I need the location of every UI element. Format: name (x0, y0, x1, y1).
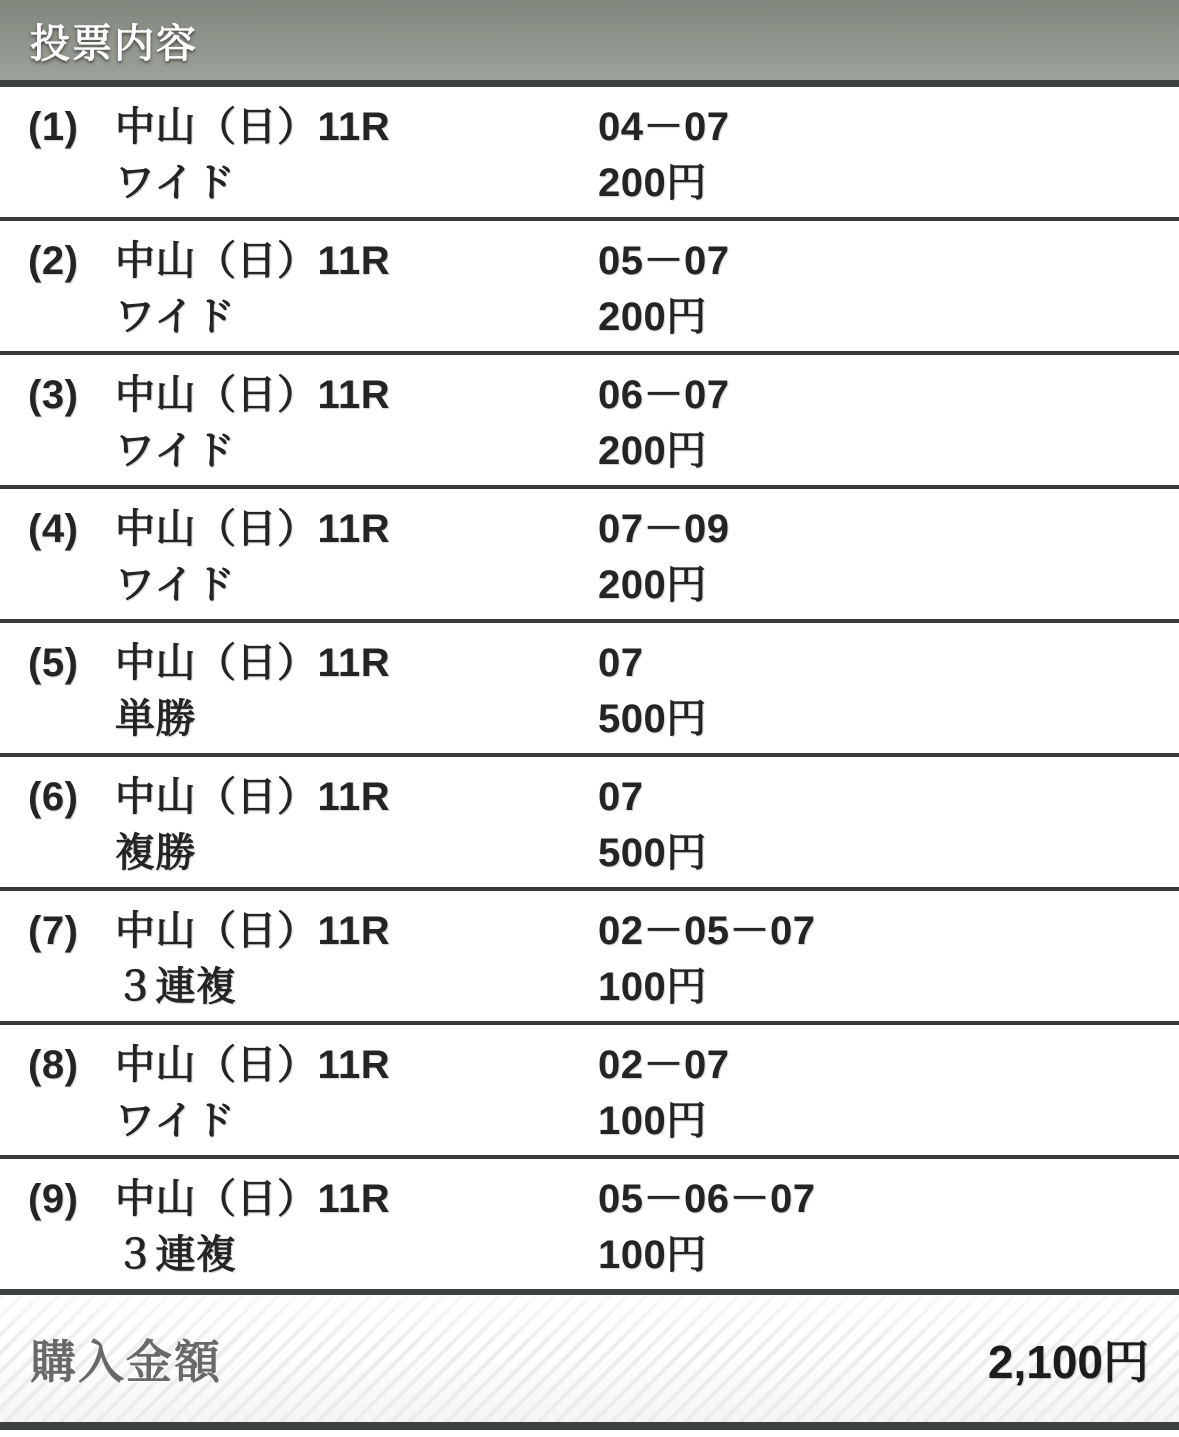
bet-number: (5) (28, 641, 79, 685)
bet-type: ワイド (115, 563, 236, 607)
bet-detail-cell (598, 501, 1159, 619)
bet-row (0, 87, 1179, 221)
bet-amount: 200円 (598, 563, 707, 607)
bet-detail-cell (598, 233, 1159, 351)
bet-number: (1) (28, 105, 79, 149)
bet-race-cell (115, 367, 598, 485)
bet-number: (3) (28, 373, 79, 417)
race-name: 中山（日）11R (115, 909, 391, 953)
bet-number-cell (28, 769, 115, 887)
purchase-total-bar (0, 1289, 1179, 1430)
bet-row (0, 355, 1179, 489)
bet-race-cell (115, 501, 598, 619)
bet-type: ワイド (115, 1099, 236, 1143)
bet-number-cell (28, 903, 115, 1021)
bet-selection: 02－05－07 (598, 909, 816, 953)
bet-race-cell (115, 1037, 598, 1155)
bet-number-cell (28, 635, 115, 753)
bet-detail-cell (598, 1037, 1159, 1155)
bet-type: 複勝 (115, 831, 196, 875)
page-title: 投票内容 (30, 21, 198, 66)
bet-amount: 100円 (598, 965, 707, 1009)
bet-number-cell (28, 501, 115, 619)
bet-detail-cell (598, 769, 1159, 887)
bet-selection: 05－06－07 (598, 1177, 816, 1221)
race-name: 中山（日）11R (115, 775, 391, 819)
bet-row (0, 623, 1179, 757)
race-name: 中山（日）11R (115, 641, 391, 685)
bet-detail-cell (598, 367, 1159, 485)
bet-list (0, 87, 1179, 1289)
bet-number-cell (28, 233, 115, 351)
bet-type: ３連複 (115, 965, 237, 1009)
bet-amount: 500円 (598, 697, 707, 741)
bet-amount: 200円 (598, 429, 707, 473)
section-header (0, 0, 1179, 87)
bet-row (0, 1159, 1179, 1289)
bet-detail-cell (598, 99, 1159, 217)
race-name: 中山（日）11R (115, 1043, 391, 1087)
bet-number-cell (28, 1037, 115, 1155)
bet-amount: 200円 (598, 295, 707, 339)
bet-number-cell (28, 1171, 115, 1289)
bet-type: ３連複 (115, 1233, 237, 1277)
bet-number: (6) (28, 775, 79, 819)
bet-amount: 500円 (598, 831, 707, 875)
bet-selection: 06－07 (598, 373, 730, 417)
bet-number: (9) (28, 1177, 79, 1221)
bet-selection: 07 (598, 775, 644, 819)
bet-race-cell (115, 1171, 598, 1289)
bet-number: (4) (28, 507, 79, 551)
race-name: 中山（日）11R (115, 373, 391, 417)
bet-row (0, 489, 1179, 623)
bet-number: (2) (28, 239, 79, 283)
bet-selection: 04－07 (598, 105, 730, 149)
bet-type: 単勝 (115, 697, 196, 741)
race-name: 中山（日）11R (115, 507, 391, 551)
bet-selection: 07－09 (598, 507, 730, 551)
bet-amount: 200円 (598, 161, 707, 205)
bet-type: ワイド (115, 429, 236, 473)
bet-detail-cell (598, 635, 1159, 753)
bet-race-cell (115, 233, 598, 351)
bet-selection: 07 (598, 641, 644, 685)
bet-number: (8) (28, 1043, 79, 1087)
bet-row (0, 1025, 1179, 1159)
bet-race-cell (115, 903, 598, 1021)
bet-amount: 100円 (598, 1233, 707, 1277)
bet-detail-cell (598, 903, 1159, 1021)
bet-type: ワイド (115, 161, 236, 205)
bet-race-cell (115, 635, 598, 753)
bet-row (0, 757, 1179, 891)
race-name: 中山（日）11R (115, 239, 391, 283)
bet-number-cell (28, 99, 115, 217)
race-name: 中山（日）11R (115, 1177, 391, 1221)
bet-detail-cell (598, 1171, 1159, 1289)
bet-number-cell (28, 367, 115, 485)
bet-selection: 02－07 (598, 1043, 730, 1087)
bet-type: ワイド (115, 295, 236, 339)
bet-race-cell (115, 99, 598, 217)
purchase-total-label: 購入金額 (30, 1335, 222, 1388)
bet-amount: 100円 (598, 1099, 707, 1143)
bet-number: (7) (28, 909, 79, 953)
bet-race-cell (115, 769, 598, 887)
purchase-total-amount: 2,100円 (987, 1335, 1149, 1388)
race-name: 中山（日）11R (115, 105, 391, 149)
bet-row (0, 891, 1179, 1025)
bet-selection: 05－07 (598, 239, 730, 283)
bet-row (0, 221, 1179, 355)
